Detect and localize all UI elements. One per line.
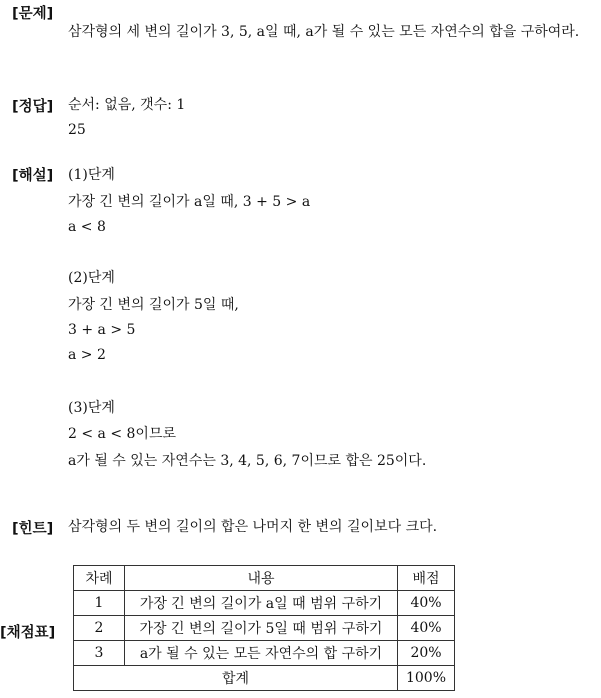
rubric-table [73, 565, 455, 691]
table-cell: 3 [74, 641, 125, 666]
solution-line: 가장 긴 변의 길이가 a일 때, 3 + 5 > a [68, 194, 311, 210]
solution-line: (3)단계 [68, 400, 115, 416]
table-cell: 2 [74, 616, 125, 641]
rubric-label: [채점표] [0, 625, 56, 641]
solution-line: 3 + a > 5 [68, 322, 136, 338]
answer-meta: 순서: 없음, 갯수: 1 [68, 97, 186, 113]
solution-line: a가 될 수 있는 자연수는 3, 4, 5, 6, 7이므로 합은 25이다. [68, 453, 427, 469]
table-cell: 40% [398, 616, 455, 641]
table-row [74, 616, 455, 641]
total-value: 100% [398, 666, 455, 691]
answer-value: 25 [68, 122, 86, 138]
total-label: 합계 [74, 666, 398, 691]
solution-label: [해설] [12, 168, 54, 184]
solution-line: (2)단계 [68, 270, 115, 286]
solution-line: 2 < a < 8이므로 [68, 426, 176, 442]
table-row [74, 641, 455, 666]
table-cell: 40% [398, 591, 455, 616]
table-cell: 가장 긴 변의 길이가 a일 때 범위 구하기 [125, 591, 398, 616]
table-row [74, 591, 455, 616]
table-header-cell: 내용 [125, 566, 398, 591]
table-header-cell: 차례 [74, 566, 125, 591]
table-total-row [74, 666, 455, 691]
table-header-cell: 배점 [398, 566, 455, 591]
solution-line: a > 2 [68, 347, 106, 363]
table-cell: 20% [398, 641, 455, 666]
answer-label: [정답] [12, 99, 54, 115]
table-cell: 1 [74, 591, 125, 616]
hint-text: 삼각형의 두 변의 길이의 합은 나머지 한 변의 길이보다 크다. [68, 519, 438, 535]
table-header-row [74, 566, 455, 591]
problem-label: [문제] [12, 6, 54, 22]
solution-line: (1)단계 [68, 167, 115, 183]
table-cell: a가 될 수 있는 모든 자연수의 합 구하기 [125, 641, 398, 666]
solution-line: 가장 긴 변의 길이가 5일 때, [68, 297, 239, 313]
hint-label: [힌트] [12, 521, 54, 537]
problem-text: 삼각형의 세 변의 길이가 3, 5, a일 때, a가 될 수 있는 모든 자연수의 합을 구하여라. [68, 24, 580, 40]
table-cell: 가장 긴 변의 길이가 5일 때 범위 구하기 [125, 616, 398, 641]
solution-line: a < 8 [68, 219, 106, 235]
